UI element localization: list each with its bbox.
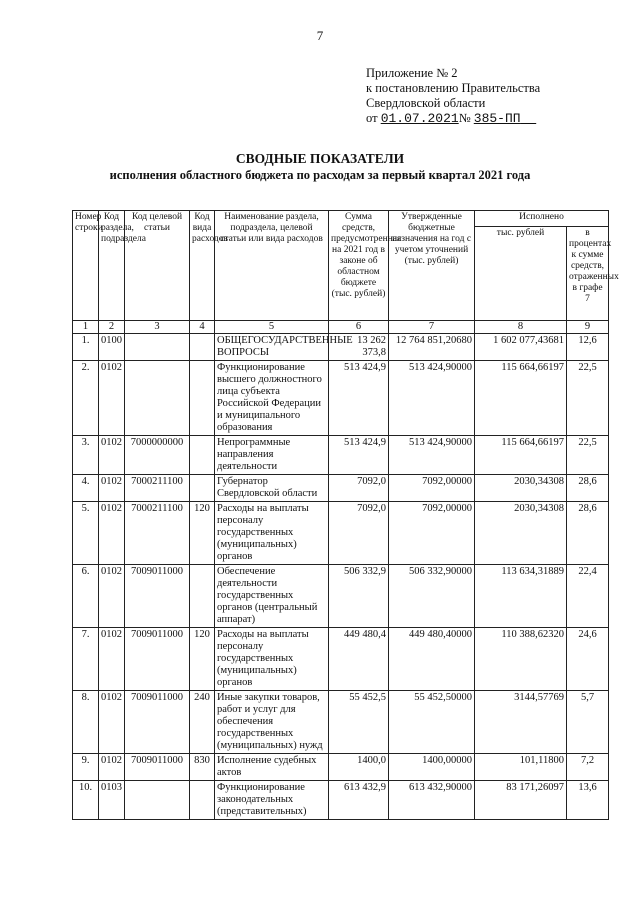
section-code: 0102 [99, 436, 125, 475]
document-subtitle: исполнения областного бюджета по расходам за первый квартал 2021 года [109, 168, 531, 182]
header-executed-percent: в процентах к сумме средств, отраженных в графе 7 [567, 227, 609, 321]
row-number: 9. [73, 754, 99, 781]
executed-percent: 22,5 [567, 361, 609, 436]
target-code: 7009011000 [125, 565, 190, 628]
table-row [73, 502, 609, 565]
approved-sum: 513 424,90000 [389, 436, 475, 475]
table-row [73, 754, 609, 781]
executed-sum: 110 388,62320 [475, 628, 567, 691]
approved-sum: 55 452,50000 [389, 691, 475, 754]
section-code: 0102 [99, 565, 125, 628]
table-row [73, 628, 609, 691]
row-number: 3. [73, 436, 99, 475]
target-code: 7009011000 [125, 754, 190, 781]
item-name: Непрограммные направления деятельности [215, 436, 329, 475]
appendix-date-line [366, 111, 540, 126]
target-code: 7009011000 [125, 628, 190, 691]
executed-sum: 3144,57769 [475, 691, 567, 754]
expense-type-code [190, 781, 215, 820]
executed-sum: 101,11800 [475, 754, 567, 781]
row-number: 6. [73, 565, 99, 628]
target-code: 7000000000 [125, 436, 190, 475]
law-sum: 1400,0 [329, 754, 389, 781]
row-number: 1. [73, 334, 99, 361]
column-number: 8 [475, 321, 567, 334]
column-number: 1 [73, 321, 99, 334]
appendix-line-3: Свердловской области [366, 96, 486, 110]
law-sum: 55 452,5 [329, 691, 389, 754]
expense-type-code: 120 [190, 628, 215, 691]
table-row [73, 436, 609, 475]
executed-percent: 22,4 [567, 565, 609, 628]
law-sum: 506 332,9 [329, 565, 389, 628]
item-name: ОБЩЕГОСУДАРСТВЕННЫЕ ВОПРОСЫ [215, 334, 329, 361]
row-number: 5. [73, 502, 99, 565]
column-number-row [73, 321, 609, 334]
column-number: 3 [125, 321, 190, 334]
executed-percent: 12,6 [567, 334, 609, 361]
item-name: Функционирование законодательных (представительных) [215, 781, 329, 820]
section-code: 0102 [99, 754, 125, 781]
target-code [125, 781, 190, 820]
executed-sum: 1 602 077,43681 [475, 334, 567, 361]
header-executed: Исполнено [475, 211, 609, 227]
row-number: 8. [73, 691, 99, 754]
section-code: 0102 [99, 502, 125, 565]
header-law-sum: Сумма средств, предусмотренная на 2021 год в законе об областном бюджете (тыс. рублей) [329, 211, 389, 321]
column-number: 6 [329, 321, 389, 334]
item-name: Исполнение судебных актов [215, 754, 329, 781]
item-name: Функционирование высшего должностного лица субъекта Российской Федерации и муниципального образования [215, 361, 329, 436]
header-executed-sum: тыс. рублей [475, 227, 567, 321]
law-sum: 613 432,9 [329, 781, 389, 820]
approved-sum: 12 764 851,20680 [389, 334, 475, 361]
header-expense-type-code: Код вида расходов [190, 211, 215, 321]
appendix-line-2: к постановлению Правительства [366, 81, 541, 95]
table-row [73, 781, 609, 820]
item-name: Расходы на выплаты персоналу государственных (муниципальных) органов [215, 502, 329, 565]
column-number: 5 [215, 321, 329, 334]
document-title: СВОДНЫЕ ПОКАЗАТЕЛИ [235, 151, 405, 166]
approved-sum: 7092,00000 [389, 502, 475, 565]
column-number: 7 [389, 321, 475, 334]
column-number: 2 [99, 321, 125, 334]
executed-percent: 7,2 [567, 754, 609, 781]
budget-table [72, 210, 619, 820]
law-sum: 513 424,9 [329, 361, 389, 436]
executed-percent: 28,6 [567, 475, 609, 502]
target-code [125, 334, 190, 361]
expense-type-code: 240 [190, 691, 215, 754]
approved-sum: 1400,00000 [389, 754, 475, 781]
law-sum: 13 262 373,8 [329, 334, 389, 361]
table-row [73, 565, 609, 628]
expense-type-code [190, 361, 215, 436]
executed-sum: 2030,34308 [475, 475, 567, 502]
date-prefix: от [366, 111, 378, 125]
executed-percent: 5,7 [567, 691, 609, 754]
law-sum: 7092,0 [329, 475, 389, 502]
header-target-code: Код целевой статьи [125, 211, 190, 321]
section-code: 0102 [99, 475, 125, 502]
target-code: 7000211100 [125, 475, 190, 502]
section-code: 0103 [99, 781, 125, 820]
header-row-number: Номер строки [73, 211, 99, 321]
document-date: 01.07.2021 [380, 111, 459, 126]
appendix-block [366, 66, 540, 126]
executed-sum: 113 634,31889 [475, 565, 567, 628]
expense-type-code: 120 [190, 502, 215, 565]
law-sum: 513 424,9 [329, 436, 389, 475]
expense-type-code [190, 565, 215, 628]
approved-sum: 7092,00000 [389, 475, 475, 502]
table-row [73, 334, 609, 361]
law-sum: 7092,0 [329, 502, 389, 565]
executed-percent: 22,5 [567, 436, 609, 475]
table-row [73, 361, 609, 436]
header-approved: Утвержденные бюджетные назначения на год с учетом уточнений (тыс. рублей) [389, 211, 475, 321]
expense-type-code [190, 475, 215, 502]
row-number: 2. [73, 361, 99, 436]
item-name: Иные закупки товаров, работ и услуг для обеспечения государственных (муниципальных) нужд [215, 691, 329, 754]
row-number: 10. [73, 781, 99, 820]
approved-sum: 506 332,90000 [389, 565, 475, 628]
approved-sum: 513 424,90000 [389, 361, 475, 436]
column-number: 4 [190, 321, 215, 334]
executed-sum: 83 171,26097 [475, 781, 567, 820]
target-code: 7000211100 [125, 502, 190, 565]
row-number: 7. [73, 628, 99, 691]
appendix-line-1: Приложение № 2 [366, 66, 458, 80]
executed-sum: 115 664,66197 [475, 436, 567, 475]
section-code: 0102 [99, 691, 125, 754]
section-code: 0102 [99, 361, 125, 436]
approved-sum: 613 432,90000 [389, 781, 475, 820]
target-code: 7009011000 [125, 691, 190, 754]
table-row [73, 475, 609, 502]
section-code: 0100 [99, 334, 125, 361]
header-name: Наименование раздела, подраздела, целевой статьи или вида расходов [215, 211, 329, 321]
header-section-code: Код раздела, подраздела [99, 211, 125, 321]
column-number: 9 [567, 321, 609, 334]
approved-sum: 449 480,40000 [389, 628, 475, 691]
executed-sum: 115 664,66197 [475, 361, 567, 436]
document-number: 385-ПП [473, 111, 521, 126]
table-row [73, 691, 609, 754]
item-name: Расходы на выплаты персоналу государственных (муниципальных) органов [215, 628, 329, 691]
executed-percent: 28,6 [567, 502, 609, 565]
item-name: Губернатор Свердловской области [215, 475, 329, 502]
law-sum: 449 480,4 [329, 628, 389, 691]
executed-percent: 24,6 [567, 628, 609, 691]
row-number: 4. [73, 475, 99, 502]
number-prefix: № [458, 111, 471, 125]
expense-type-code [190, 436, 215, 475]
item-name: Обеспечение деятельности государственных органов (центральный аппарат) [215, 565, 329, 628]
expense-type-code: 830 [190, 754, 215, 781]
expense-type-code [190, 334, 215, 361]
section-code: 0102 [99, 628, 125, 691]
page-number: 7 [316, 28, 324, 43]
target-code [125, 361, 190, 436]
executed-percent: 13,6 [567, 781, 609, 820]
executed-sum: 2030,34308 [475, 502, 567, 565]
